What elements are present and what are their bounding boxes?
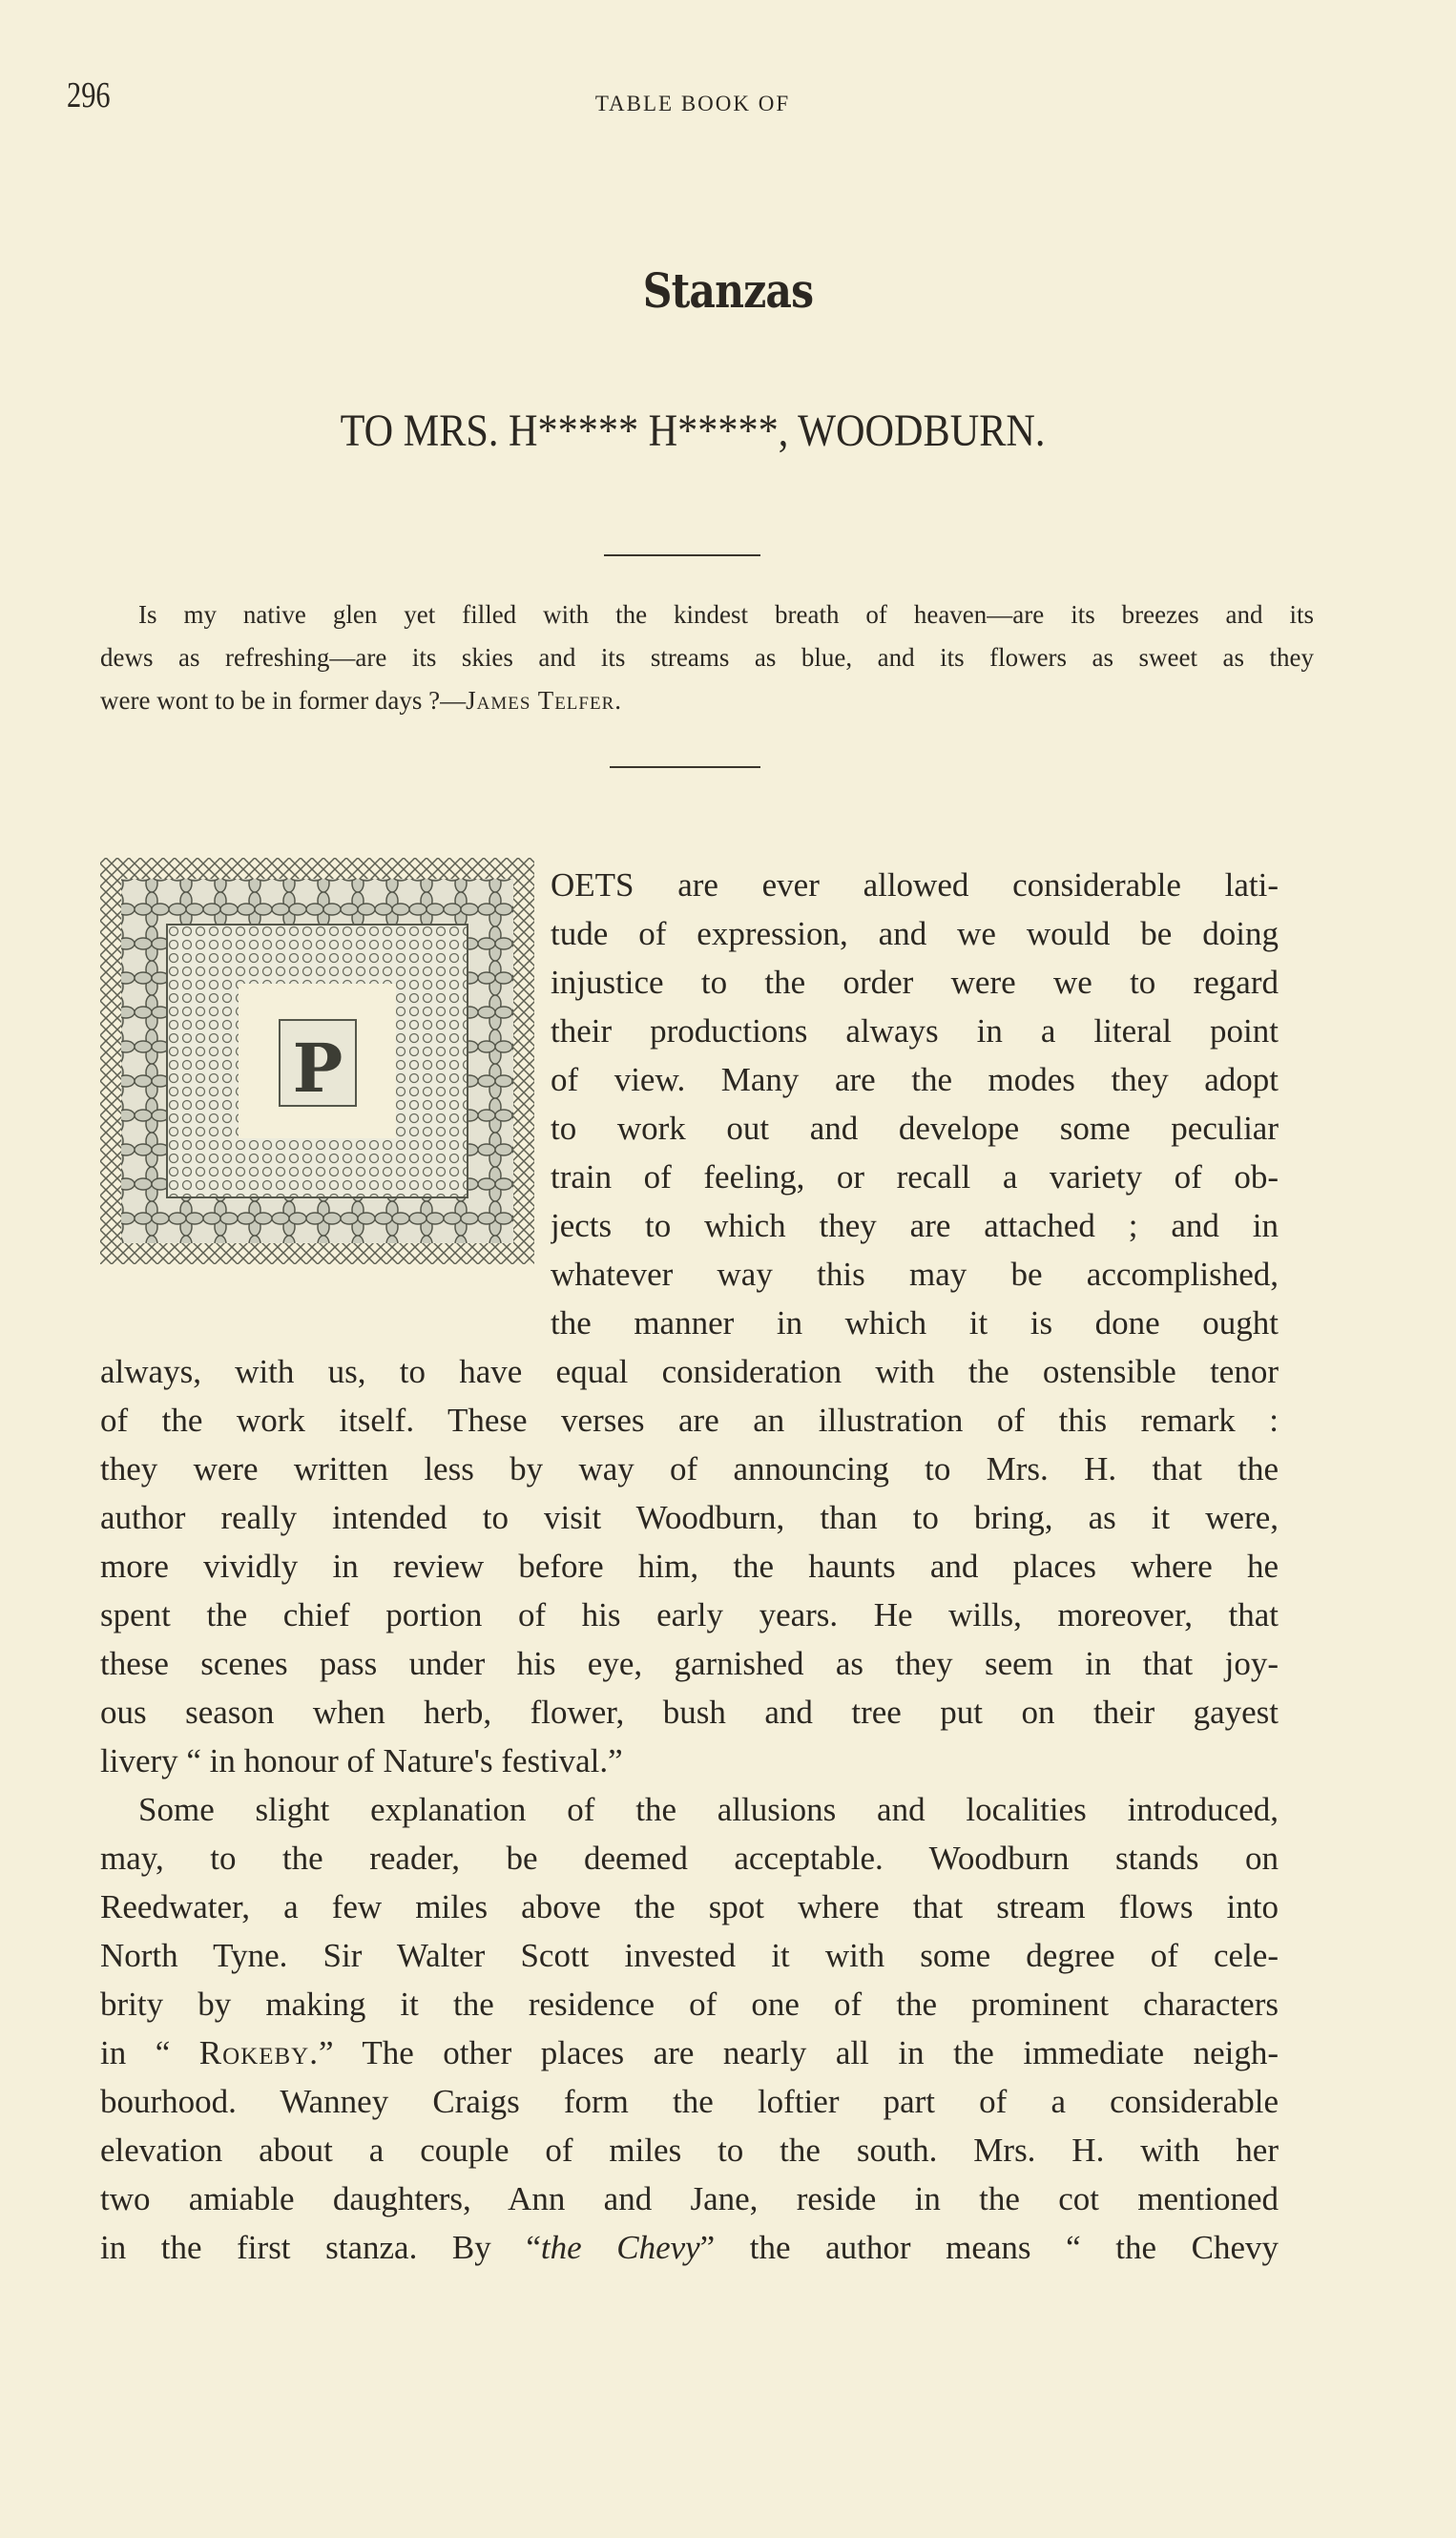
text-segment: in “ [100,2034,199,2071]
text-line: bourhood. Wanney Craigs form the loftier part of a considerable [100,2083,1279,2120]
text-line: these scenes pass under his eye, garnished as they seem in that joy- [100,1645,1279,1682]
text-line: livery “ in honour of Nature's festival.” [100,1742,623,1779]
text-line: always, with us, to have equal consideration with the ostensible tenor [100,1353,1279,1390]
work-title: Rokeby. [198,2034,319,2071]
text-line: their productions always in a literal point [551,1012,1279,1050]
epigraph-line: Is my native glen yet filled with the kindest breath of heaven—are its breezes and its [138,600,1314,629]
divider [604,554,760,556]
text-line: elevation about a couple of miles to the south. Mrs. H. with her [100,2132,1279,2169]
text-line: may, to the reader, be deemed acceptable. Woodburn stands on [100,1840,1279,1877]
text-line: North Tyne. Sir Walter Scott invested it with some degree of cele- [100,1937,1279,1974]
text-segment: ” The other places are nearly all in the immediate neigh- [318,2034,1279,2071]
text-line: injustice to the order were we to regard [551,964,1279,1001]
text-line: to work out and develope some peculiar [551,1110,1279,1147]
italic-phrase: the Chevy [540,2229,700,2266]
body-text [100,1347,1279,2272]
section-heading: Stanzas [642,262,814,319]
text-line [100,2223,1279,2272]
text-segment: ” the author means “ the Chevy [699,2229,1279,2266]
epigraph-line-text: were wont to be in former days ?— [100,686,467,715]
text-line: Some slight explanation of the allusions and localities introduced, [138,1791,1279,1828]
text-segment: in the first stanza. By “ [100,2229,541,2266]
ornamental-drop-cap [100,858,534,1264]
text-line: OETS are ever allowed considerable lati- [551,866,1279,904]
text-line: train of feeling, or recall a variety of ob- [551,1158,1279,1196]
text-line [100,2028,1279,2077]
text-line: the manner in which it is done ought [551,1304,1279,1342]
text-line: more vividly in review before him, the haunts and places where he [100,1548,1279,1585]
text-line: two amiable daughters, Ann and Jane, reside in the cot mentioned [100,2180,1279,2217]
text-line: whatever way this may be accomplished, [551,1256,1279,1293]
epigraph-author: James Telfer. [466,686,622,715]
opening-column [551,861,1279,1347]
epigraph [100,593,1314,722]
running-head: TABLE BOOK OF [594,92,791,115]
text-line: of the work itself. These verses are an illustration of this remark : [100,1402,1279,1439]
text-line: they were written less by way of announcing to Mrs. H. that the [100,1450,1279,1487]
poem-title: TO MRS. H***** H*****, WOODBURN. [340,406,1046,456]
page-number: 296 [67,75,111,115]
text-line: jects to which they are attached ; and in [551,1207,1279,1244]
text-line: brity by making it the residence of one of the prominent characters [100,1986,1279,2023]
text-line: Reedwater, a few miles above the spot where that stream flows into [100,1888,1279,1925]
divider [610,766,760,768]
text-line: tude of expression, and we would be doing [551,915,1279,952]
epigraph-line [100,679,1314,722]
text-line: of view. Many are the modes they adopt [551,1061,1279,1098]
text-line: author really intended to visit Woodburn, than to bring, as it were, [100,1499,1279,1536]
text-line: ous season when herb, flower, bush and tree put on their gayest [100,1694,1279,1731]
drop-cap-letter: P [292,1029,343,1108]
text-line: spent the chief portion of his early years. He wills, moreover, that [100,1596,1279,1633]
epigraph-line: dews as refreshing—are its skies and its streams as blue, and its flowers as sweet as they [100,643,1314,672]
